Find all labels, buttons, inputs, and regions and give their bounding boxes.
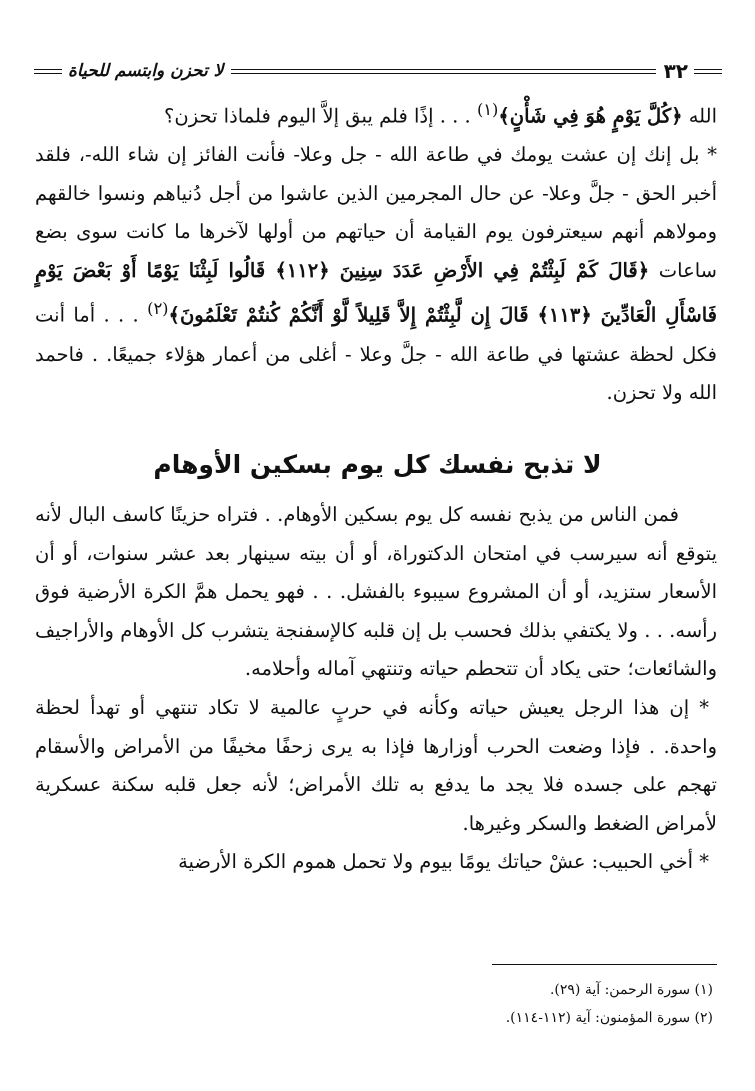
paragraph-text: إن هذا الرجل يعيش حياته وكأنه في حربٍ عالمية لا تكاد تنتهي أو تهدأ لحظة واحدة. . فإذا وضعت الحرب أوزارها فإذا به يرى زحفًا مخيفًا من الأمراض والأسقام تهجم على جسده فلا يجد ما يدفع به تلك الأمراض؛ لأنه جعل قلبه سكنة عسكرية لأمراض الضغط والسكر وغيرها. [35, 695, 717, 835]
paragraph-text: . . . إذًا فلم يبق إلاَّ اليوم فلماذا تحزن؟ [164, 104, 477, 128]
footnote-separator [492, 964, 717, 965]
footnote-ref: (٢) [147, 299, 169, 319]
header-rule-right [694, 69, 722, 74]
paragraph-text: أخي الحبيب: عشْ حياتك يومًا بيوم ولا تحمل هموم الكرة الأرضية [178, 850, 694, 874]
header-rule-left [34, 69, 62, 74]
quran-quote: ﴿قَالَ كَمْ لَبِثْتُمْ فِي الأَرْضِ عَدَدَ سِنِينَ ﴿١١٢﴾ قَالُوا لَبِثْنَا يَوْمًا أَوْ بَعْضَ يَوْمٍ فَاسْأَلِ الْعَادِّينَ ﴿١١٣﴾ قَالَ إِن لَّبِثْتُمْ إِلاَّ قَلِيلاً لَّوْ أَنَّكُمْ كُنتُمْ تَعْلَمُونَ﴾ [35, 258, 717, 327]
footnote-1: (١) سورة الرحمن: آية (٢٩). [549, 982, 713, 998]
book-title: لا تحزن وابتسم للحياة [68, 61, 224, 81]
paragraph-text: . . . أما أنت فكل لحظة عشتها في طاعة الله - جلَّ وعلا - أغلى من أعمار هؤلاء جميعًا. . فاحمد الله ولا تحزن. [35, 303, 717, 405]
quran-quote: ﴿كُلَّ يَوْمٍ هُوَ فِي شَأْنٍ﴾ [498, 104, 683, 128]
page-number: ٣٢ [663, 59, 688, 83]
bullet-star: * [693, 850, 709, 874]
running-header [28, 54, 728, 88]
top-text-block [35, 91, 717, 413]
paragraph [35, 843, 717, 882]
footnote-ref: (١) [476, 100, 499, 119]
paragraph: فمن الناس من يذبح نفسه كل يوم بسكين الأوهام. . فتراه حزينًا كاسف البال لأنه يتوقع أنه سيرسب في امتحان الدكتوراة، أو أن بيته سينهار بعد عشر سنوات، أو أن الأسعار ستزيد، أو أن المشروع سيبوء بالفشل. . . فهو يحمل همَّ الكرة الأرضية فوق رأسه. . . ولا يكتفي بذلك فحسب بل إن قلبه كالإسفنجة يتشرب كل الأوهام والأراجيف والشائعات؛ حتى يكاد أن تتحطم حياته وتنتهي آماله وأحلامه. [35, 503, 717, 681]
paragraph [35, 689, 717, 843]
section-body [35, 496, 717, 882]
footnote-2: (٢) سورة المؤمنون: آية (١١٢-١١٤). [505, 1010, 713, 1026]
footnotes [313, 976, 713, 1032]
paragraph [35, 136, 717, 413]
bullet-star: * [689, 695, 709, 719]
section-title: لا تذبح نفسك كل يوم بسكين الأوهام [153, 450, 602, 479]
paragraph-continuation [35, 91, 717, 136]
paragraph-lead: الله [682, 104, 717, 128]
paragraph-text: بل إنك إن عشت يومك في طاعة الله - جل وعلا- فأنت الفائز إن شاء الله-، فلقد أخبر الحق - جلَّ وعلا- عن حال المجرمين الذين عاشوا من أجل دُنياهم ونسوا خالقهم ومولاهم أنهم سيعترفون يوم القيامة أن حياتهم من أولها لآخرها ما كانت سوى بضع ساعات [35, 143, 717, 282]
bullet-star: * [699, 143, 717, 167]
header-rule-middle [231, 69, 655, 74]
